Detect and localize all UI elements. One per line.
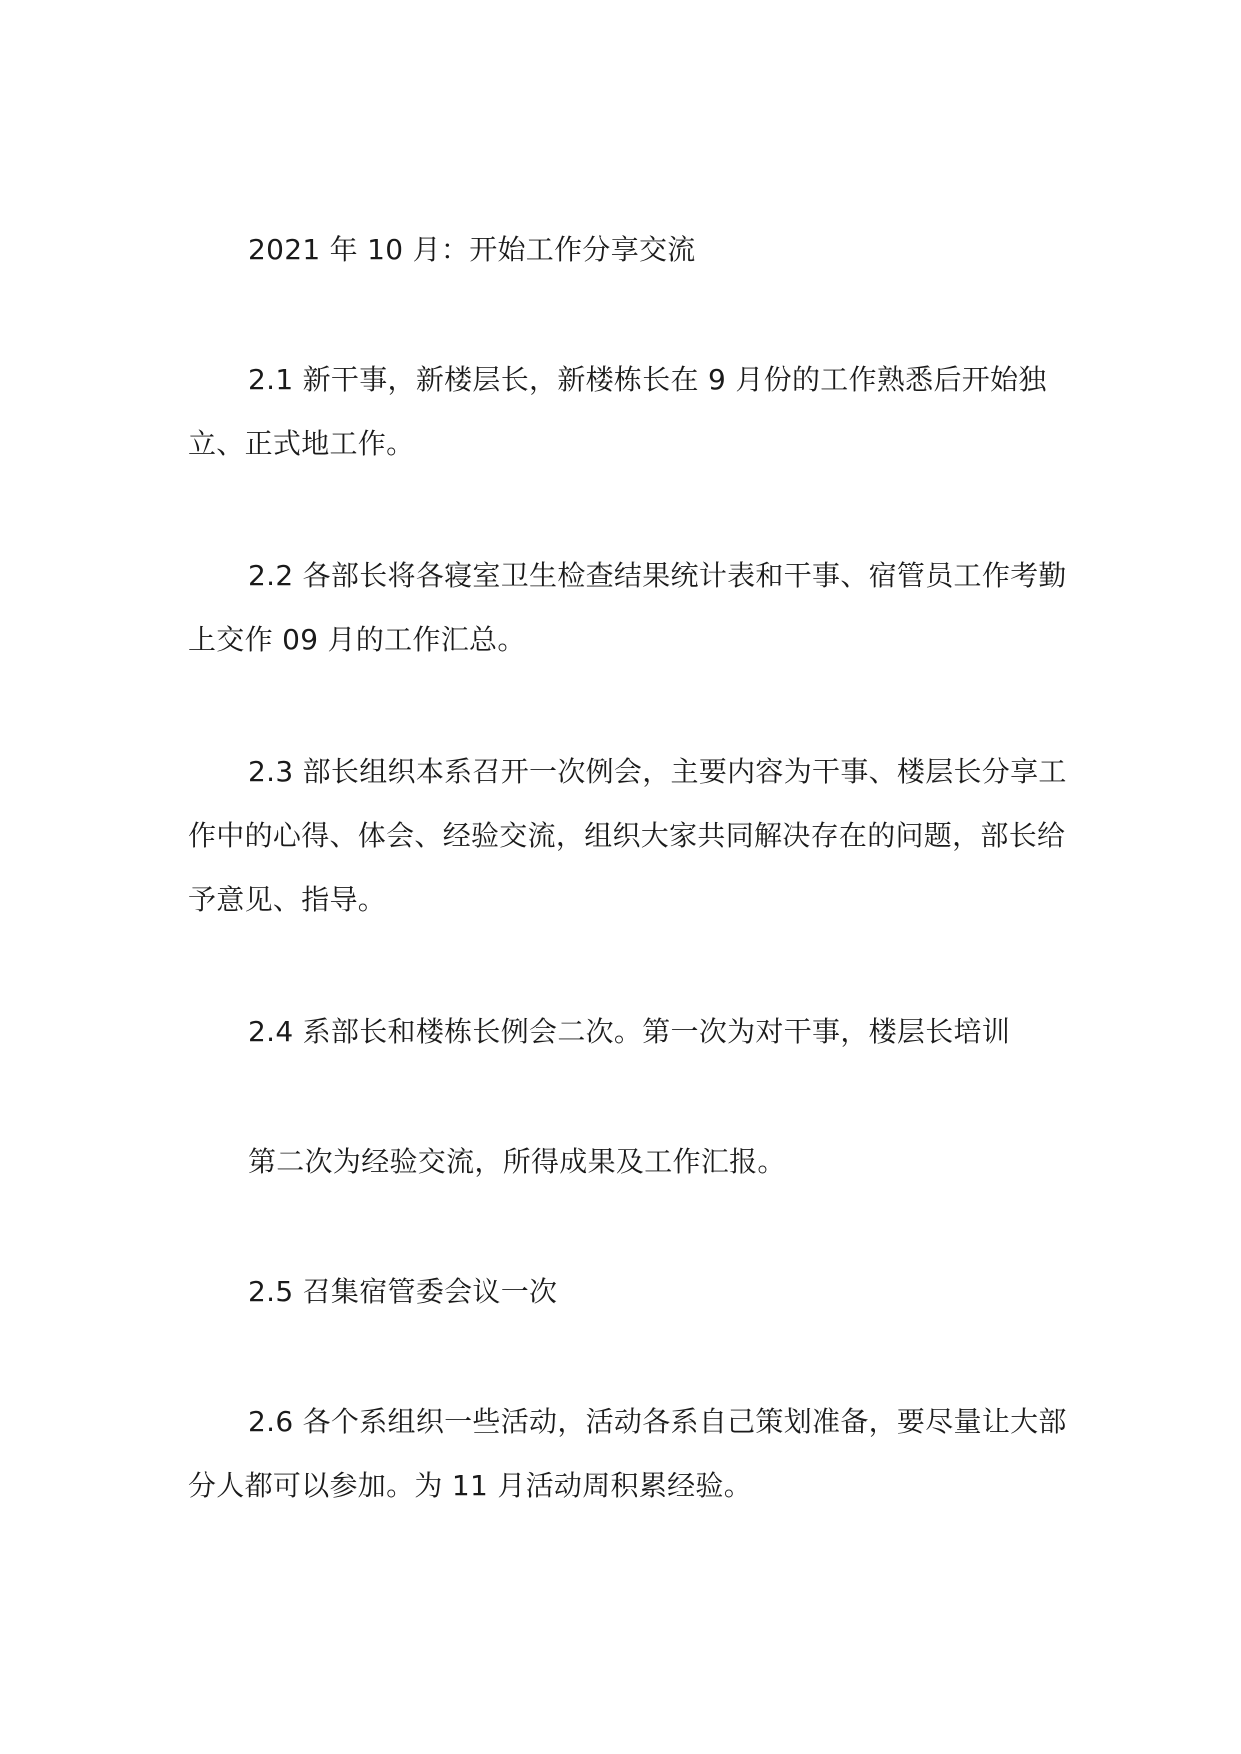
paragraph-2-1: 2.1 新干事，新楼层长，新楼栋长在 9 月份的工作熟悉后开始独立、正式地工作。 [188,363,1047,460]
paragraph-2-2: 2.2 各部长将各寝室卫生检查结果统计表和干事、宿管员工作考勤上交作 09 月的工作汇总。 [188,559,1067,656]
section-heading-october: 2021 年 10 月：开始工作分享交流 [248,233,696,266]
paragraph-2-6: 2.6 各个系组织一些活动，活动各系自己策划准备，要尽量让大部分人都可以参加。为 11 月活动周积累经验。 [188,1405,1067,1502]
paragraph-2-3: 2.3 部长组织本系召开一次例会，主要内容为干事、楼层长分享工作中的心得、体会、经验交流，组织大家共同解决存在的问题，部长给予意见、指导。 [188,755,1067,916]
paragraph-2-4-continued: 第二次为经验交流，所得成果及工作汇报。 [248,1145,786,1178]
paragraph-2-4: 2.4 系部长和楼栋长例会二次。第一次为对干事，楼层长培训 [248,1015,1011,1048]
paragraph-2-5: 2.5 召集宿管委会议一次 [248,1275,558,1308]
